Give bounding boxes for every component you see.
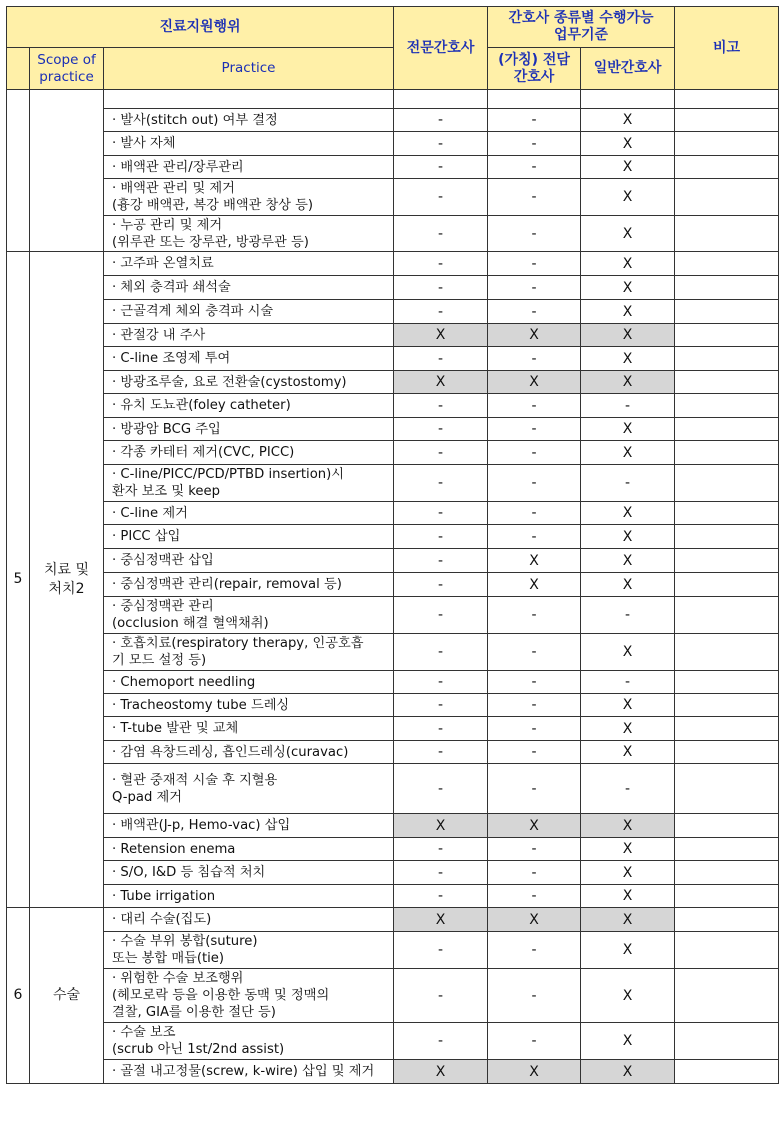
remarks-cell: [675, 717, 779, 741]
table-row: [7, 156, 779, 179]
practice-cell: · 배액관 관리/장루관리: [104, 156, 394, 179]
specialist-cell: -: [394, 109, 488, 132]
specialist-cell: -: [394, 502, 488, 525]
general-cell: X: [581, 908, 675, 932]
specialist-cell: -: [394, 694, 488, 717]
table-row: [7, 597, 779, 634]
remarks-cell: [675, 324, 779, 347]
general-cell: -: [581, 764, 675, 814]
group-number: 6: [7, 908, 30, 1084]
practice-cell: · 방광조루술, 요로 전환술(cystostomy): [104, 371, 394, 394]
practice-cell: · 배액관 관리 및 제거 (흉강 배액관, 복강 배액관 창상 등): [104, 179, 394, 216]
general-cell: X: [581, 300, 675, 324]
dedicated-cell: -: [488, 502, 581, 525]
table-row: [7, 90, 779, 109]
remarks-cell: [675, 932, 779, 969]
practice-cell: · 호흡치료(respiratory therapy, 인공호흡 기 모드 설정 등): [104, 634, 394, 671]
practice-cell: · 감염 욕창드레싱, 흡인드레싱(curavac): [104, 741, 394, 764]
specialist-cell: -: [394, 179, 488, 216]
general-cell: [581, 90, 675, 109]
table-row: [7, 347, 779, 371]
dedicated-cell: -: [488, 671, 581, 694]
header-dedicated: [488, 48, 581, 90]
remarks-cell: [675, 908, 779, 932]
remarks-cell: [675, 90, 779, 109]
general-cell: X: [581, 694, 675, 717]
practice-cell: · 혈관 중재적 시술 후 지혈용 Q-pad 제거: [104, 764, 394, 814]
remarks-cell: [675, 1023, 779, 1060]
specialist-cell: -: [394, 764, 488, 814]
specialist-cell: -: [394, 465, 488, 502]
table-row: [7, 694, 779, 717]
header-remarks: 비고: [675, 7, 779, 90]
general-cell: X: [581, 179, 675, 216]
header-scope-text: Scope of practice: [37, 51, 96, 85]
specialist-cell: -: [394, 300, 488, 324]
table-row: [7, 969, 779, 1023]
header-specialist: 전문간호사: [394, 7, 488, 90]
table-row: [7, 394, 779, 418]
dedicated-cell: -: [488, 252, 581, 276]
dedicated-cell: -: [488, 885, 581, 908]
table-row: [7, 549, 779, 573]
general-cell: X: [581, 741, 675, 764]
remarks-cell: [675, 252, 779, 276]
remarks-cell: [675, 741, 779, 764]
dedicated-cell: -: [488, 132, 581, 156]
table-row: [7, 371, 779, 394]
remarks-cell: [675, 179, 779, 216]
dedicated-cell: -: [488, 764, 581, 814]
dedicated-cell: -: [488, 441, 581, 465]
practice-cell: · S/O, I&D 등 침습적 처치: [104, 861, 394, 885]
general-cell: X: [581, 861, 675, 885]
dedicated-cell: -: [488, 741, 581, 764]
table-row: [7, 179, 779, 216]
specialist-cell: [394, 90, 488, 109]
dedicated-cell: -: [488, 394, 581, 418]
dedicated-cell: X: [488, 371, 581, 394]
dedicated-cell: -: [488, 276, 581, 300]
practice-cell: [104, 90, 394, 109]
dedicated-cell: X: [488, 908, 581, 932]
specialist-cell: -: [394, 525, 488, 549]
group-scope: [30, 252, 104, 908]
general-cell: X: [581, 814, 675, 838]
group-scope: [30, 908, 104, 1084]
general-cell: X: [581, 441, 675, 465]
table-row: [7, 861, 779, 885]
remarks-cell: [675, 573, 779, 597]
remarks-cell: [675, 418, 779, 441]
table-row: [7, 671, 779, 694]
specialist-cell: -: [394, 394, 488, 418]
dedicated-cell: -: [488, 597, 581, 634]
practice-cell: · C-line 제거: [104, 502, 394, 525]
header-type-title-text: 간호사 종류별 수행가능 업무기준: [508, 10, 654, 43]
table-row: [7, 838, 779, 861]
general-cell: X: [581, 418, 675, 441]
table-row: [7, 132, 779, 156]
practice-cell: · 누공 관리 및 제거 (위루관 또는 장루관, 방광루관 등): [104, 216, 394, 252]
general-cell: X: [581, 132, 675, 156]
general-cell: X: [581, 324, 675, 347]
table-row: [7, 764, 779, 814]
table-row: [7, 634, 779, 671]
dedicated-cell: -: [488, 969, 581, 1023]
specialist-cell: -: [394, 252, 488, 276]
group-scope: [30, 90, 104, 252]
specialist-cell: -: [394, 671, 488, 694]
remarks-cell: [675, 764, 779, 814]
practice-cell: · PICC 삽입: [104, 525, 394, 549]
general-cell: X: [581, 371, 675, 394]
general-cell: X: [581, 969, 675, 1023]
general-cell: X: [581, 717, 675, 741]
remarks-cell: [675, 465, 779, 502]
dedicated-cell: -: [488, 300, 581, 324]
group-number: 5: [7, 252, 30, 908]
general-cell: X: [581, 216, 675, 252]
remarks-cell: [675, 132, 779, 156]
practice-cell: · 관절강 내 주사: [104, 324, 394, 347]
remarks-cell: [675, 276, 779, 300]
remarks-cell: [675, 838, 779, 861]
practice-cell: · T-tube 발관 및 교체: [104, 717, 394, 741]
practice-cell: · 중심정맥관 관리 (occlusion 해결 혈액채취): [104, 597, 394, 634]
dedicated-cell: X: [488, 814, 581, 838]
header-general: 일반간호사: [581, 48, 675, 90]
table-row: [7, 502, 779, 525]
table-row: [7, 216, 779, 252]
table-row: [7, 109, 779, 132]
dedicated-cell: X: [488, 573, 581, 597]
specialist-cell: -: [394, 549, 488, 573]
dedicated-cell: -: [488, 216, 581, 252]
table-row: [7, 741, 779, 764]
practice-cell: · 각종 카테터 제거(CVC, PICC): [104, 441, 394, 465]
specialist-cell: -: [394, 838, 488, 861]
general-cell: X: [581, 634, 675, 671]
practice-cell: · C-line/PICC/PCD/PTBD insertion)시 환자 보조 및 keep: [104, 465, 394, 502]
dedicated-cell: -: [488, 694, 581, 717]
dedicated-cell: -: [488, 179, 581, 216]
remarks-cell: [675, 441, 779, 465]
group-scope-text: 수술: [52, 987, 81, 1003]
remarks-cell: [675, 597, 779, 634]
practice-cell: · 수술 보조 (scrub 아닌 1st/2nd assist): [104, 1023, 394, 1060]
general-cell: X: [581, 252, 675, 276]
remarks-cell: [675, 634, 779, 671]
dedicated-cell: -: [488, 418, 581, 441]
specialist-cell: -: [394, 441, 488, 465]
remarks-cell: [675, 525, 779, 549]
table-row: [7, 932, 779, 969]
specialist-cell: X: [394, 1060, 488, 1084]
specialist-cell: -: [394, 418, 488, 441]
practice-cell: · 발사 자체: [104, 132, 394, 156]
dedicated-cell: -: [488, 717, 581, 741]
header-num: [7, 48, 30, 90]
table-row: [7, 908, 779, 932]
specialist-cell: -: [394, 347, 488, 371]
table-row: [7, 465, 779, 502]
general-cell: X: [581, 502, 675, 525]
practice-cell: · 체외 충격파 쇄석술: [104, 276, 394, 300]
table-row: [7, 418, 779, 441]
table-row: [7, 525, 779, 549]
nursing-practice-table: [6, 6, 779, 1084]
header-scope: [30, 48, 104, 90]
table-row: [7, 717, 779, 741]
specialist-cell: X: [394, 371, 488, 394]
specialist-cell: -: [394, 132, 488, 156]
remarks-cell: [675, 671, 779, 694]
group-number: [7, 90, 30, 252]
general-cell: X: [581, 156, 675, 179]
general-cell: -: [581, 597, 675, 634]
specialist-cell: X: [394, 814, 488, 838]
practice-cell: · Chemoport needling: [104, 671, 394, 694]
general-cell: X: [581, 109, 675, 132]
remarks-cell: [675, 300, 779, 324]
general-cell: X: [581, 1023, 675, 1060]
dedicated-cell: -: [488, 634, 581, 671]
general-cell: X: [581, 885, 675, 908]
remarks-cell: [675, 216, 779, 252]
specialist-cell: X: [394, 908, 488, 932]
specialist-cell: -: [394, 969, 488, 1023]
general-cell: X: [581, 276, 675, 300]
dedicated-cell: -: [488, 465, 581, 502]
practice-cell: · 배액관(J-p, Hemo-vac) 삽입: [104, 814, 394, 838]
dedicated-cell: -: [488, 1023, 581, 1060]
practice-cell: · 수술 부위 봉합(suture) 또는 봉합 매듭(tie): [104, 932, 394, 969]
practice-cell: · 골절 내고정물(screw, k-wire) 삽입 및 제거: [104, 1060, 394, 1084]
dedicated-cell: -: [488, 861, 581, 885]
general-cell: X: [581, 1060, 675, 1084]
practice-cell: · 근골격계 체외 충격파 시술: [104, 300, 394, 324]
general-cell: X: [581, 573, 675, 597]
remarks-cell: [675, 969, 779, 1023]
practice-cell: · 고주파 온열치료: [104, 252, 394, 276]
specialist-cell: -: [394, 597, 488, 634]
dedicated-cell: -: [488, 932, 581, 969]
table-row: [7, 1023, 779, 1060]
specialist-cell: -: [394, 717, 488, 741]
general-cell: X: [581, 525, 675, 549]
general-cell: -: [581, 671, 675, 694]
specialist-cell: -: [394, 885, 488, 908]
practice-cell: · 유치 도뇨관(foley catheter): [104, 394, 394, 418]
page-wrapper: [6, 6, 779, 1084]
practice-cell: · Retension enema: [104, 838, 394, 861]
remarks-cell: [675, 394, 779, 418]
practice-cell: · 대리 수술(집도): [104, 908, 394, 932]
dedicated-cell: -: [488, 109, 581, 132]
specialist-cell: -: [394, 932, 488, 969]
dedicated-cell: X: [488, 1060, 581, 1084]
practice-cell: · Tube irrigation: [104, 885, 394, 908]
header-type-title: [488, 7, 675, 48]
table-row: [7, 324, 779, 347]
remarks-cell: [675, 156, 779, 179]
header-dedicated-text: (가칭) 전담간호사: [498, 51, 570, 85]
dedicated-cell: [488, 90, 581, 109]
remarks-cell: [675, 502, 779, 525]
specialist-cell: -: [394, 634, 488, 671]
specialist-cell: X: [394, 324, 488, 347]
table-body: [7, 90, 779, 1084]
specialist-cell: -: [394, 216, 488, 252]
remarks-cell: [675, 694, 779, 717]
practice-cell: · 위험한 수술 보조행위 (헤모로락 등을 이용한 동맥 및 정맥의 결찰, GIA를 이용한 절단 등): [104, 969, 394, 1023]
remarks-cell: [675, 109, 779, 132]
remarks-cell: [675, 1060, 779, 1084]
practice-cell: · 중심정맥관 관리(repair, removal 등): [104, 573, 394, 597]
general-cell: -: [581, 465, 675, 502]
group-scope-text: 치료 및 처치2: [43, 561, 90, 597]
table-row: [7, 276, 779, 300]
general-cell: X: [581, 347, 675, 371]
table-row: [7, 441, 779, 465]
header-practice: Practice: [104, 48, 394, 90]
practice-cell: · Tracheostomy tube 드레싱: [104, 694, 394, 717]
practice-cell: · 방광암 BCG 주입: [104, 418, 394, 441]
general-cell: -: [581, 394, 675, 418]
specialist-cell: -: [394, 156, 488, 179]
specialist-cell: -: [394, 861, 488, 885]
remarks-cell: [675, 814, 779, 838]
table-row: [7, 300, 779, 324]
specialist-cell: -: [394, 741, 488, 764]
specialist-cell: -: [394, 573, 488, 597]
general-cell: X: [581, 549, 675, 573]
practice-cell: · 중심정맥관 삽입: [104, 549, 394, 573]
specialist-cell: -: [394, 1023, 488, 1060]
general-cell: X: [581, 838, 675, 861]
dedicated-cell: -: [488, 525, 581, 549]
table-row: [7, 573, 779, 597]
remarks-cell: [675, 861, 779, 885]
table-row: [7, 814, 779, 838]
remarks-cell: [675, 347, 779, 371]
dedicated-cell: -: [488, 347, 581, 371]
table-row: [7, 885, 779, 908]
practice-cell: · C-line 조영제 투여: [104, 347, 394, 371]
table-row: [7, 252, 779, 276]
dedicated-cell: -: [488, 156, 581, 179]
practice-cell: · 발사(stitch out) 여부 결정: [104, 109, 394, 132]
general-cell: X: [581, 932, 675, 969]
dedicated-cell: X: [488, 549, 581, 573]
header-main-title: 진료지원행위: [7, 7, 394, 48]
remarks-cell: [675, 549, 779, 573]
dedicated-cell: -: [488, 838, 581, 861]
specialist-cell: -: [394, 276, 488, 300]
remarks-cell: [675, 885, 779, 908]
dedicated-cell: X: [488, 324, 581, 347]
remarks-cell: [675, 371, 779, 394]
table-row: [7, 1060, 779, 1084]
